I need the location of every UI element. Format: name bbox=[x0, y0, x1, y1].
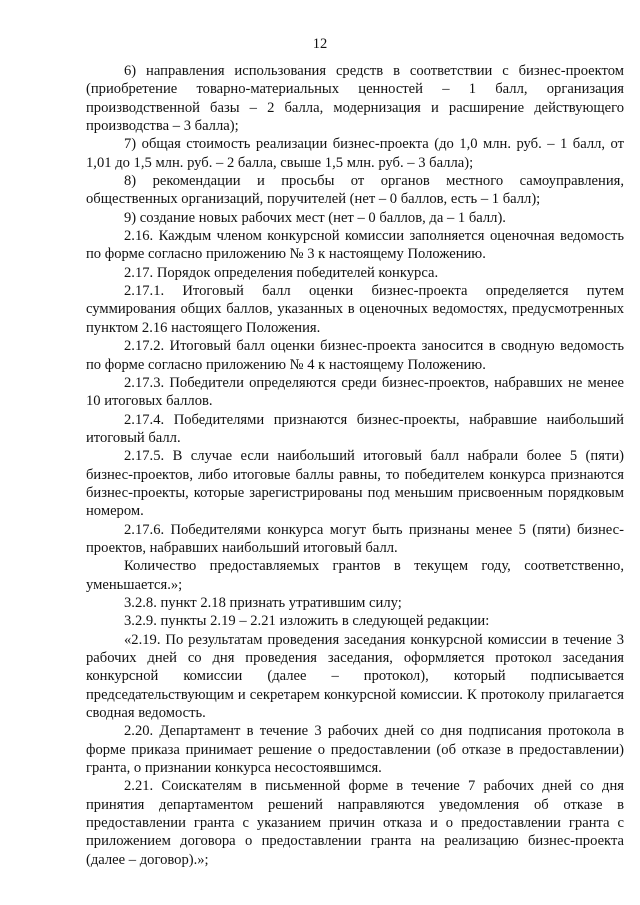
paragraph: «2.19. По результатам проведения заседания конкурсной комиссии в течение 3 рабочих дней со дня проведения заседания, оформляется протокол заседания конкурсной комиссии (далее – протокол), который подписывается председательствующим и секретарем конкурсной комиссии. К протоколу прилагается сводная ведомость. bbox=[86, 631, 624, 722]
page-number: 12 bbox=[312, 36, 328, 52]
document-body bbox=[86, 62, 624, 869]
paragraph: 2.17.4. Победителями признаются бизнес-проекты, набравшие наибольший итоговый балл. bbox=[86, 411, 624, 446]
paragraph: 8) рекомендации и просьбы от органов местного самоуправления, общественных организаций, поручителей (нет – 0 баллов, есть – 1 балл); bbox=[86, 173, 624, 208]
paragraph: 2.21. Соискателям в письменной форме в течение 7 рабочих дней со дня принятия департаментом решений направляются уведомления об отказе в предоставлении гранта с указанием причин отказа и о предоставлении гранта с приложением договора о предоставлении гранта на реализацию бизнес-проекта (далее – договор).»; bbox=[86, 778, 624, 868]
paragraph: 9) создание новых рабочих мест (нет – 0 баллов, да – 1 балл). bbox=[124, 209, 506, 226]
paragraph: 3.2.9. пункты 2.19 – 2.21 изложить в следующей редакции: bbox=[124, 613, 490, 630]
paragraph: 3.2.8. пункт 2.18 признать утратившим силу; bbox=[124, 594, 402, 611]
paragraph: 2.17.1. Итоговый балл оценки бизнес-проекта определяется путем суммирования общих баллов, указанных в оценочных ведомостях, предусмотренных пунктом 2.16 настоящего Положения. bbox=[86, 283, 624, 336]
paragraph: 2.17.3. Победители определяются среди бизнес-проектов, набравших не менее 10 итоговых баллов. bbox=[86, 374, 624, 410]
paragraph: Количество предоставляемых грантов в текущем году, соответственно, уменьшается.»; bbox=[86, 558, 624, 593]
paragraph: 7) общая стоимость реализации бизнес-проекта (до 1,0 млн. руб. – 1 балл, от 1,01 до 1,5 млн. руб. – 2 балла, свыше 1,5 млн. руб. – 3 балла); bbox=[86, 136, 624, 171]
paragraph: 2.17.2. Итоговый балл оценки бизнес-проекта заносится в сводную ведомость по форме согласно приложению № 4 к настоящему Положению. bbox=[86, 338, 624, 373]
paragraph: 2.17. Порядок определения победителей конкурса. bbox=[124, 264, 439, 281]
paragraph: 2.16. Каждым членом конкурсной комиссии заполняется оценочная ведомость по форме согласно приложению № 3 к настоящему Положению. bbox=[86, 228, 624, 263]
paragraph: 6) направления использования средств в соответствии с бизнес-проектом (приобретение товарно-материальных ценностей – 1 балл, организация производственной базы – 2 балла, модернизация и расширение действующего производства – 3 балла); bbox=[86, 63, 624, 135]
paragraph: 2.20. Департамент в течение 3 рабочих дней со дня подписания протокола в форме приказа принимает решение о предоставлении (об отказе в предоставлении) гранта, о признании конкурса несостоявшимся. bbox=[86, 723, 624, 777]
paragraph: 2.17.5. В случае если наибольший итоговый балл набрали более 5 (пяти) бизнес-проектов, либо итоговые баллы равны, то победителем конкурса признаются бизнес-проекты, которые зарегистрированы под меньшим присвоенным порядковым номером. bbox=[86, 448, 624, 520]
paragraph: 2.17.6. Победителями конкурса могут быть признаны менее 5 (пяти) бизнес-проектов, набравших наибольший итоговый балл. bbox=[86, 521, 624, 556]
